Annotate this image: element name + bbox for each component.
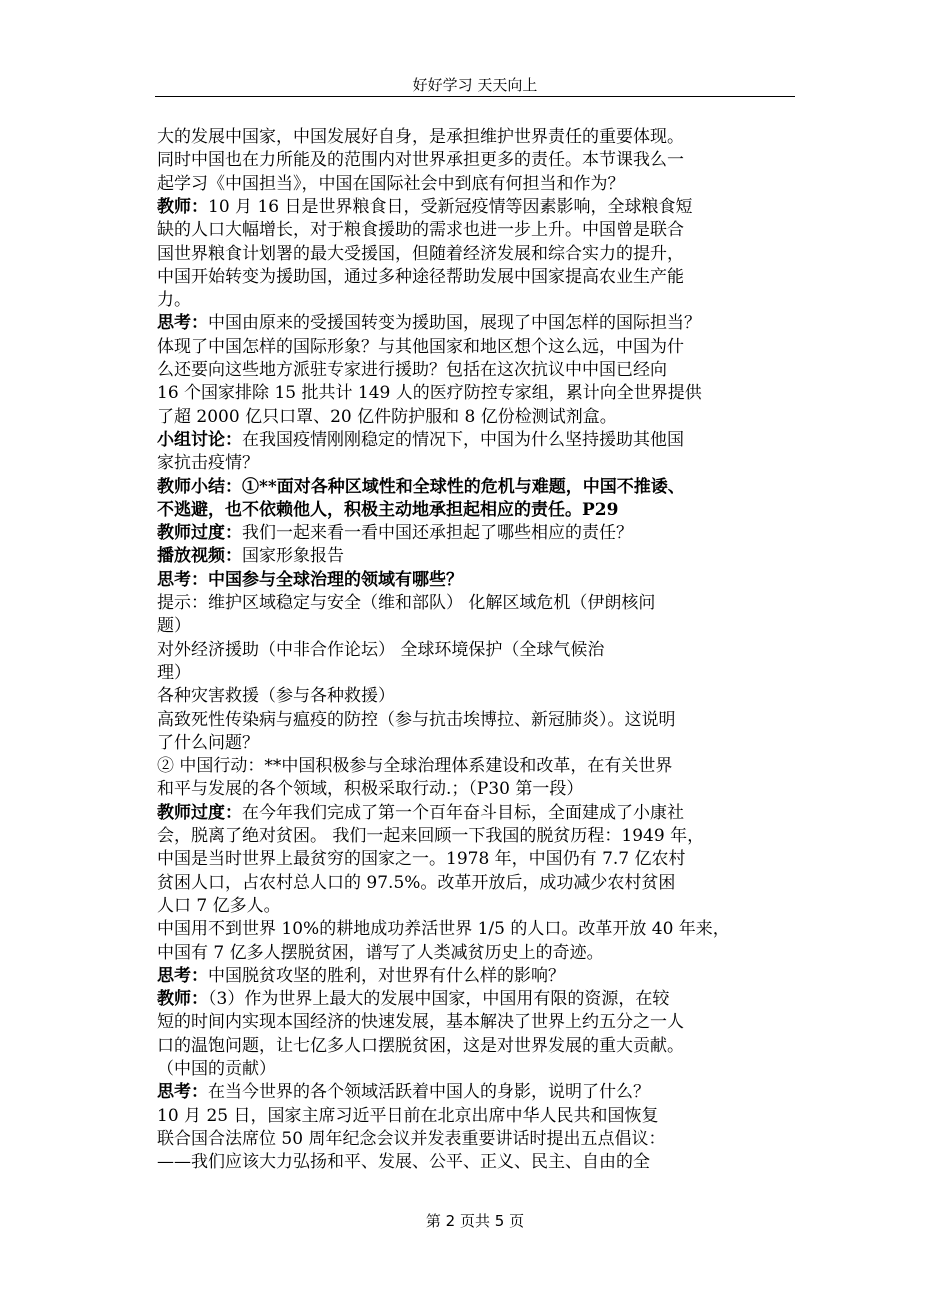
- text-line: [157, 452, 259, 474]
- text-span: 高致死性传染病与瘟疫的防控（参与抗击埃博拉、新冠肺炎）。这说明: [157, 709, 676, 730]
- text-span: 起学习《中国担当》，中国在国际社会中到底有何担当和作为？: [157, 173, 625, 194]
- text-line: [157, 545, 344, 567]
- text-span: 在今年我们完成了第一个百年奋斗目标，全面建成了小康社: [242, 802, 684, 823]
- text-span: 国世界粮食计划署的最大受援国，但随着经济发展和综合实力的提升，: [157, 243, 684, 264]
- text-span: 口的温饱问题，让七亿多人口摆脱贫困，这是对世界发展的重大贡献。: [157, 1035, 684, 1056]
- text-line: [157, 569, 463, 591]
- bold-text: 教师：: [157, 989, 208, 1010]
- text-line: [157, 895, 281, 917]
- text-span: 了什么问题？: [157, 732, 259, 753]
- text-span: 10 月 16 日是世界粮食日，受新冠疫情等因素影响，全球粮食短: [208, 196, 693, 217]
- bold-text: 思考：: [157, 1082, 208, 1103]
- text-line: [157, 429, 684, 451]
- text-line: [157, 1151, 650, 1173]
- text-line: [157, 639, 604, 661]
- text-line: [157, 965, 565, 987]
- text-span: 和平与发展的各个领域，积极采取行动.；（P30 第一段）: [157, 779, 584, 800]
- text-span: 中国有 7 亿多人摆脱贫困，谱写了人类减贫历史上的奇迹。: [157, 942, 604, 963]
- text-line: [157, 615, 191, 637]
- text-span: 同时中国也在力所能及的范围内对世界承担更多的责任。本节课我么一: [157, 150, 684, 171]
- text-line: [157, 1011, 684, 1033]
- text-span: 体现了中国怎样的国际形象？与其他国家和地区想个这么远，中国为什: [157, 336, 684, 357]
- bold-text: 思考：: [157, 965, 208, 986]
- text-span: 么还要向这些地方派驻专家进行援助？包括在这次抗议中中国已经向: [157, 360, 667, 380]
- text-line: [157, 1035, 684, 1057]
- text-line: [157, 476, 685, 498]
- text-span: 短的时间内实现本国经济的快速发展，基本解决了世界上约五分之一人: [157, 1012, 684, 1033]
- text-line: [157, 196, 692, 218]
- text-span: 各种灾害救援（参与各种救援）: [157, 686, 395, 707]
- text-line: [157, 522, 633, 544]
- bold-text: 教师过度：: [157, 802, 242, 823]
- text-line: [157, 406, 617, 428]
- bold-text: 小组讨论：: [157, 429, 242, 450]
- text-line: [157, 1128, 665, 1150]
- text-span: 中国用不到世界 10%的耕地成功养活世界 1/5 的人口。改革开放 40 年来，: [157, 919, 730, 940]
- text-line: [157, 848, 686, 870]
- text-span: 我们一起来看一看中国还承担起了哪些相应的责任？: [242, 523, 633, 544]
- text-span: 中国脱贫攻坚的胜利，对世界有什么样的影响？: [208, 965, 565, 986]
- text-line: [157, 173, 625, 195]
- bold-text: 教师过度：: [157, 523, 242, 544]
- text-line: [157, 1081, 650, 1103]
- text-line: [157, 825, 704, 847]
- text-line: [157, 359, 667, 381]
- text-span: 国家形象报告: [242, 546, 344, 567]
- text-span: 提示：维护区域稳定与安全（维和部队） 化解区域危机（伊朗核问: [157, 593, 656, 613]
- header-divider: [155, 96, 795, 97]
- text-span: 联合国合法席位 50 周年纪念会议并发表重要讲话时提出五点倡议：: [157, 1128, 666, 1149]
- text-span: 了超 2000 亿只口罩、20 亿件防护服和 8 亿份检测试剂盒。: [157, 406, 617, 427]
- text-line: [157, 1058, 276, 1080]
- text-line: [157, 778, 583, 800]
- text-line: [157, 219, 684, 241]
- text-span: 会，脱离了绝对贫困。 我们一起来回顾一下我国的脱贫历程：1949 年，: [157, 826, 705, 846]
- bold-text: 思考：: [157, 313, 208, 334]
- text-span: 中国由原来的受援国转变为援助国，展现了中国怎样的国际担当？: [208, 313, 701, 334]
- text-span: 缺的人口大幅增长，对于粮食援助的需求也进一步上升。中国曾是联合: [157, 220, 684, 241]
- text-span: 对外经济援助（中非合作论坛） 全球环境保护（全球气候治: [157, 639, 605, 660]
- text-span: 10 月 25 日，国家主席习近平日前在北京出席中华人民共和国恢复: [157, 1105, 659, 1126]
- text-line: [157, 266, 684, 288]
- text-span: 中国开始转变为援助国，通过多种途径帮助发展中国家提高农业生产能: [157, 266, 684, 287]
- page-footer: 第 2 页共 5 页: [425, 1212, 525, 1230]
- text-span: 人口 7 亿多人。: [157, 895, 281, 916]
- page-header: 好好学习 天天向上: [412, 76, 538, 94]
- text-span: ——我们应该大力弘扬和平、发展、公平、正义、民主、自由的全: [157, 1152, 650, 1173]
- text-span: 中国是当时世界上最贫穷的国家之一。1978 年，中国仍有 7.7 亿农村: [157, 849, 686, 870]
- text-span: （3）作为世界上最大的发展中国家，中国用有限的资源，在较: [208, 989, 670, 1010]
- bold-text: 播放视频：: [157, 546, 242, 567]
- text-line: [157, 336, 684, 358]
- text-line: [157, 732, 259, 754]
- text-span: （中国的贡献）: [157, 1059, 276, 1079]
- text-span: 16 个国家排除 15 批共计 149 人的医疗防控专家组，累计向全世界提供: [157, 383, 702, 404]
- text-span: 在我国疫情刚刚稳定的情况下，中国为什么坚持援助其他国: [242, 429, 684, 450]
- text-span: 理）: [157, 662, 191, 683]
- bold-text: 教师：: [157, 196, 208, 217]
- text-span: 力。: [157, 290, 191, 311]
- text-line: [157, 499, 618, 521]
- text-line: [157, 942, 604, 964]
- text-line: [157, 312, 701, 334]
- bold-text: 教师小结：①**面对各种区域性和全球性的危机与难题，中国不推诿、: [157, 476, 685, 497]
- text-line: [157, 988, 669, 1010]
- text-line: [157, 149, 684, 171]
- text-span: 题）: [157, 616, 191, 637]
- text-line: [157, 289, 191, 311]
- text-line: [157, 755, 672, 777]
- text-line: [157, 592, 655, 614]
- text-span: 大的发展中国家，中国发展好自身，是承担维护世界责任的重要体现。: [157, 127, 684, 147]
- text-line: [157, 243, 684, 265]
- text-line: [157, 126, 684, 148]
- text-line: [157, 685, 395, 707]
- text-line: [157, 662, 191, 684]
- text-span: 贫困人口，占农村总人口的 97.5%。改革开放后，成功减少农村贫困: [157, 872, 676, 893]
- bold-text: 不逃避，也不依赖他人，积极主动地承担起相应的责任。P29: [157, 499, 619, 520]
- text-line: [157, 802, 684, 824]
- text-span: 在当今世界的各个领域活跃着中国人的身影，说明了什么？: [208, 1082, 650, 1103]
- text-line: [157, 872, 675, 894]
- bold-text: 思考：中国参与全球治理的领域有哪些？: [157, 569, 463, 590]
- text-line: [157, 709, 676, 731]
- text-span: ② 中国行动：**中国积极参与全球治理体系建设和改革，在有关世界: [157, 756, 673, 777]
- text-line: [157, 918, 730, 940]
- text-span: 家抗击疫情？: [157, 453, 259, 474]
- text-line: [157, 382, 702, 404]
- text-line: [157, 1105, 658, 1127]
